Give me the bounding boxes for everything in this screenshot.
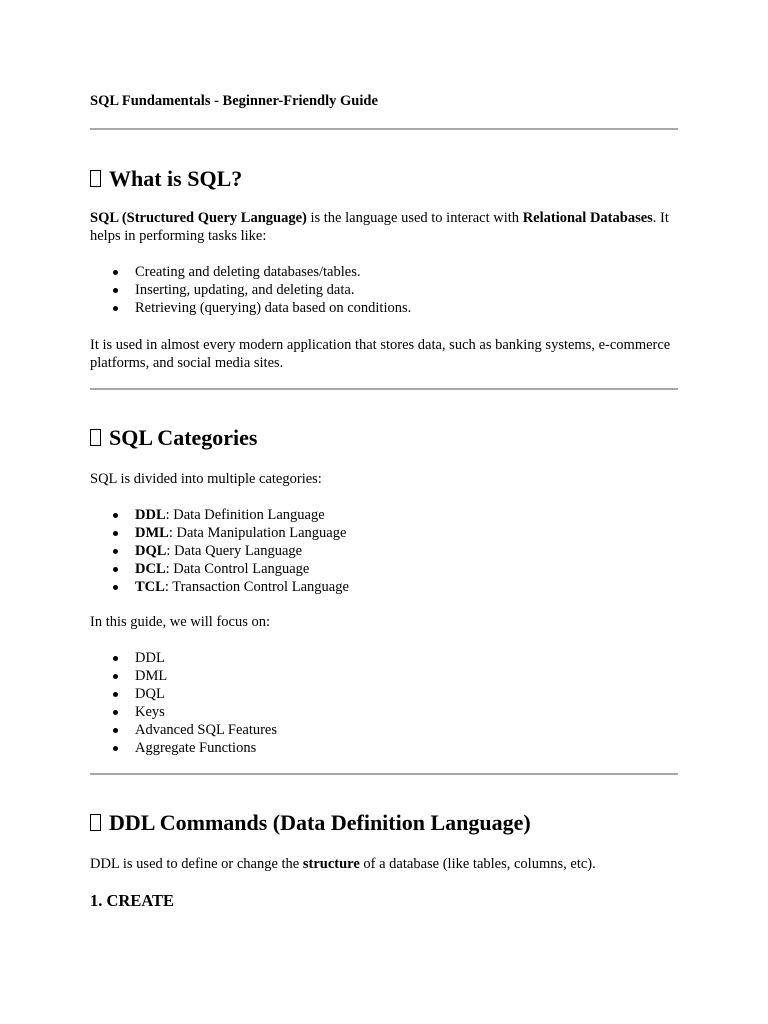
what-is-sql-outro: It is used in almost every modern application that stores data, such as banking systems, e-commerce platforms, and social media sites. xyxy=(90,337,671,371)
sql-tasks-list xyxy=(90,263,411,317)
list-item: DQL xyxy=(90,685,277,703)
list-item: Advanced SQL Features xyxy=(90,721,277,739)
focus-list xyxy=(90,649,277,757)
list-item: DDL xyxy=(90,649,277,667)
list-item: DML: Data Manipulation Language xyxy=(90,524,349,542)
what-is-sql-intro: SQL (Structured Query Language) is the language used to interact with Relational Databases. It helps in performing tasks like: xyxy=(90,210,669,244)
document-title: SQL Fundamentals - Beginner-Friendly Guide xyxy=(90,93,378,109)
sql-categories-list xyxy=(90,506,349,596)
list-item: Keys xyxy=(90,703,277,721)
list-item: TCL: Transaction Control Language xyxy=(90,578,349,596)
missing-emoji-icon xyxy=(90,429,101,446)
section-heading-ddl-commands: DDL Commands (Data Definition Language) xyxy=(90,810,531,836)
list-item: DQL: Data Query Language xyxy=(90,542,349,560)
section-heading-sql-categories: SQL Categories xyxy=(90,425,258,451)
section-heading-what-is-sql: What is SQL? xyxy=(90,166,242,192)
list-item: Aggregate Functions xyxy=(90,739,277,757)
missing-emoji-icon xyxy=(90,170,101,187)
ddl-intro: DDL is used to define or change the structure of a database (like tables, columns, etc). xyxy=(90,856,596,872)
subheading-create: 1. CREATE xyxy=(90,891,175,910)
list-item: DML xyxy=(90,667,277,685)
divider xyxy=(90,128,678,130)
divider xyxy=(90,773,678,775)
list-item: Retrieving (querying) data based on conditions. xyxy=(90,299,411,317)
missing-emoji-icon xyxy=(90,814,101,831)
focus-intro: In this guide, we will focus on: xyxy=(90,614,271,630)
list-item: DDL: Data Definition Language xyxy=(90,506,349,524)
categories-intro: SQL is divided into multiple categories: xyxy=(90,471,322,487)
list-item: DCL: Data Control Language xyxy=(90,560,349,578)
list-item: Creating and deleting databases/tables. xyxy=(90,263,411,281)
divider xyxy=(90,388,678,390)
list-item: Inserting, updating, and deleting data. xyxy=(90,281,411,299)
